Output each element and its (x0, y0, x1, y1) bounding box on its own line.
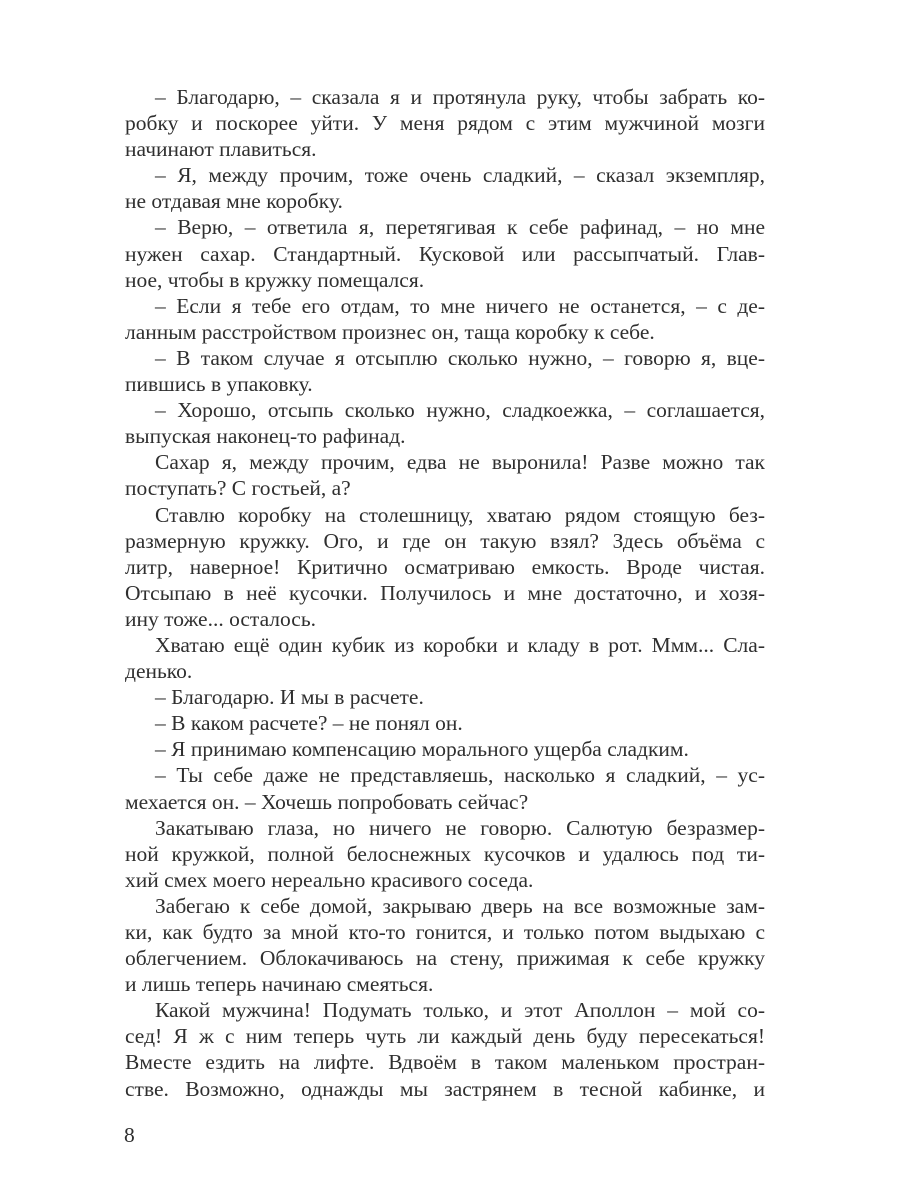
text-line: Вместе ездить на лифте. Вдвоём в таком маленьком простран- (125, 1050, 765, 1075)
text-line: нужен сахар. Стандартный. Кусковой или рассыпчатый. Глав- (125, 241, 765, 266)
text-line: Отсыпаю в неё кусочки. Получилось и мне достаточно, и хозя- (125, 580, 765, 605)
text-line: размерную кружку. Ого, и где он такую взял? Здесь объёма с (125, 528, 765, 553)
text-line: – В каком расчете? – не понял он. (155, 711, 463, 736)
text-line: стве. Возможно, однажды мы застрянем в тесной кабинке, и (125, 1076, 765, 1101)
text-line: ное, чтобы в кружку помещался. (125, 267, 425, 292)
text-line: Забегаю к себе домой, закрываю дверь на все возможные зам- (155, 893, 765, 918)
text-line: сед! Я ж с ним теперь чуть ли каждый день буду пересекаться! (125, 1024, 765, 1049)
text-line: Закатываю глаза, но ничего не говорю. Салютую безразмер- (155, 815, 765, 840)
text-line: Хватаю ещё один кубик из коробки и кладу в рот. Ммм... Сла- (155, 632, 765, 657)
text-line: – Хорошо, отсыпь сколько нужно, сладкоежка, – соглашается, (155, 398, 765, 423)
text-line: хий смех моего нереально красивого соседа. (125, 867, 534, 892)
text-line: Ставлю коробку на столешницу, хватаю рядом стоящую без- (155, 502, 765, 527)
text-line: ину тоже... осталось. (125, 606, 317, 631)
text-line: – Если я тебе его отдам, то мне ничего не останется, – с де- (155, 293, 765, 318)
text-line: не отдавая мне коробку. (125, 189, 343, 214)
text-line: – В таком случае я отсыплю сколько нужно, – говорю я, вце- (155, 345, 765, 370)
text-line: – Я, между прочим, тоже очень сладкий, – сказал экземпляр, (155, 163, 765, 188)
text-line: робку и поскорее уйти. У меня рядом с этим мужчиной мозги (125, 111, 765, 136)
text-line: ной кружкой, полной белоснежных кусочков и удалюсь под ти- (125, 841, 765, 866)
text-line: – Я принимаю компенсацию морального ущерба сладким. (155, 737, 689, 762)
text-line: начинают плавиться. (125, 137, 317, 162)
text-line: выпуская наконец-то рафинад. (125, 424, 406, 449)
text-line: Сахар я, между прочим, едва не выронила! Разве можно так (155, 450, 765, 475)
text-line: – Благодарю. И мы в расчете. (155, 685, 424, 710)
page-number: 8 (124, 1123, 135, 1147)
text-line: – Благодарю, – сказала я и протянула руку, чтобы забрать ко- (155, 85, 765, 109)
text-line: облегчением. Облокачиваюсь на стену, прижимая к себе кружку (125, 946, 765, 971)
text-line: пившись в упаковку. (125, 372, 313, 397)
text-line: денько. (125, 659, 193, 684)
text-line: и лишь теперь начинаю смеяться. (125, 972, 434, 997)
text-line: поступать? С гостьей, а? (125, 476, 351, 501)
text-line: – Верю, – ответила я, перетягивая к себе рафинад, – но мне (155, 215, 765, 240)
text-line: – Ты себе даже не представляешь, насколько я сладкий, – ус- (155, 763, 765, 788)
text-line: ки, как будто за мной кто-то гонится, и только потом выдыхаю с (125, 920, 765, 944)
text-line: литр, наверное! Критично осматриваю емкость. Вроде чистая. (125, 554, 765, 579)
text-line: Какой мужчина! Подумать только, и этот Аполлон – мой со- (155, 998, 765, 1023)
body-text (125, 84, 765, 1102)
text-line: ланным расстройством произнес он, таща коробку к себе. (125, 319, 655, 344)
text-line: мехается он. – Хочешь попробовать сейчас? (125, 789, 529, 814)
